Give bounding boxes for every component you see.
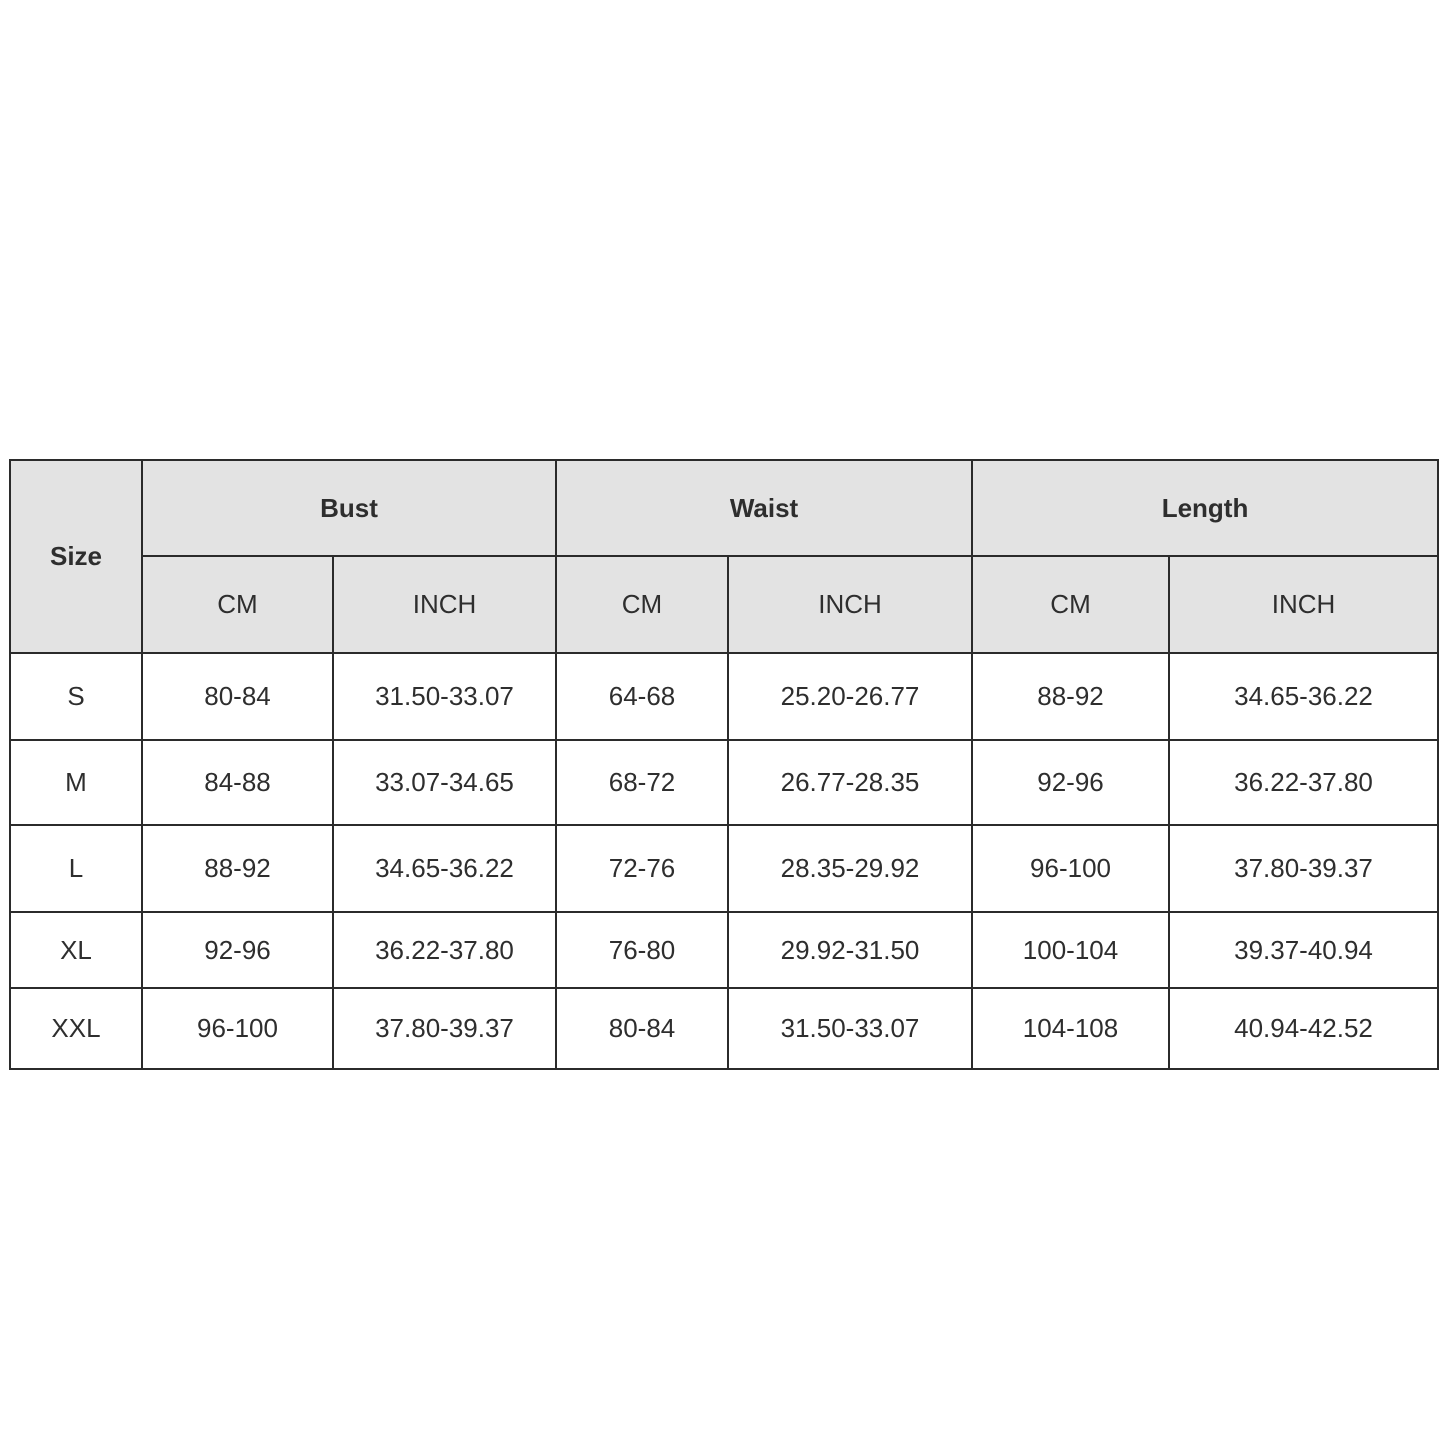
length-cm-cell: 96-100 bbox=[972, 825, 1169, 912]
waist-cm-cell: 64-68 bbox=[556, 653, 728, 740]
size-cell: M bbox=[10, 740, 142, 825]
bust-cm-cell: 96-100 bbox=[142, 988, 333, 1069]
waist-inch-header: INCH bbox=[728, 556, 972, 653]
bust-cm-cell: 80-84 bbox=[142, 653, 333, 740]
waist-inch-cell: 31.50-33.07 bbox=[728, 988, 972, 1069]
bust-cm-header: CM bbox=[142, 556, 333, 653]
table-row bbox=[10, 912, 1438, 988]
bust-inch-cell: 34.65-36.22 bbox=[333, 825, 556, 912]
size-chart-table bbox=[9, 459, 1439, 1070]
waist-inch-cell: 26.77-28.35 bbox=[728, 740, 972, 825]
bust-inch-cell: 37.80-39.37 bbox=[333, 988, 556, 1069]
table-row bbox=[10, 740, 1438, 825]
bust-cm-cell: 88-92 bbox=[142, 825, 333, 912]
length-inch-cell: 36.22-37.80 bbox=[1169, 740, 1438, 825]
bust-group-header: Bust bbox=[142, 460, 556, 556]
waist-cm-cell: 72-76 bbox=[556, 825, 728, 912]
length-cm-cell: 104-108 bbox=[972, 988, 1169, 1069]
size-cell: S bbox=[10, 653, 142, 740]
size-cell: L bbox=[10, 825, 142, 912]
bust-inch-cell: 31.50-33.07 bbox=[333, 653, 556, 740]
bust-inch-header: INCH bbox=[333, 556, 556, 653]
table-row bbox=[10, 825, 1438, 912]
bust-inch-cell: 36.22-37.80 bbox=[333, 912, 556, 988]
bust-cm-cell: 84-88 bbox=[142, 740, 333, 825]
waist-inch-cell: 28.35-29.92 bbox=[728, 825, 972, 912]
length-cm-cell: 100-104 bbox=[972, 912, 1169, 988]
waist-inch-cell: 29.92-31.50 bbox=[728, 912, 972, 988]
table-row bbox=[10, 653, 1438, 740]
length-cm-cell: 88-92 bbox=[972, 653, 1169, 740]
length-cm-header: CM bbox=[972, 556, 1169, 653]
length-inch-cell: 40.94-42.52 bbox=[1169, 988, 1438, 1069]
length-inch-header: INCH bbox=[1169, 556, 1438, 653]
length-group-header: Length bbox=[972, 460, 1438, 556]
header-row-groups bbox=[10, 460, 1438, 556]
waist-group-header: Waist bbox=[556, 460, 972, 556]
length-inch-cell: 34.65-36.22 bbox=[1169, 653, 1438, 740]
waist-cm-cell: 80-84 bbox=[556, 988, 728, 1069]
waist-inch-cell: 25.20-26.77 bbox=[728, 653, 972, 740]
length-inch-cell: 39.37-40.94 bbox=[1169, 912, 1438, 988]
size-cell: XXL bbox=[10, 988, 142, 1069]
waist-cm-header: CM bbox=[556, 556, 728, 653]
bust-inch-cell: 33.07-34.65 bbox=[333, 740, 556, 825]
header-row-units bbox=[10, 556, 1438, 653]
table-row bbox=[10, 988, 1438, 1069]
length-cm-cell: 92-96 bbox=[972, 740, 1169, 825]
bust-cm-cell: 92-96 bbox=[142, 912, 333, 988]
waist-cm-cell: 76-80 bbox=[556, 912, 728, 988]
size-cell: XL bbox=[10, 912, 142, 988]
waist-cm-cell: 68-72 bbox=[556, 740, 728, 825]
size-column-header: Size bbox=[10, 460, 142, 653]
length-inch-cell: 37.80-39.37 bbox=[1169, 825, 1438, 912]
